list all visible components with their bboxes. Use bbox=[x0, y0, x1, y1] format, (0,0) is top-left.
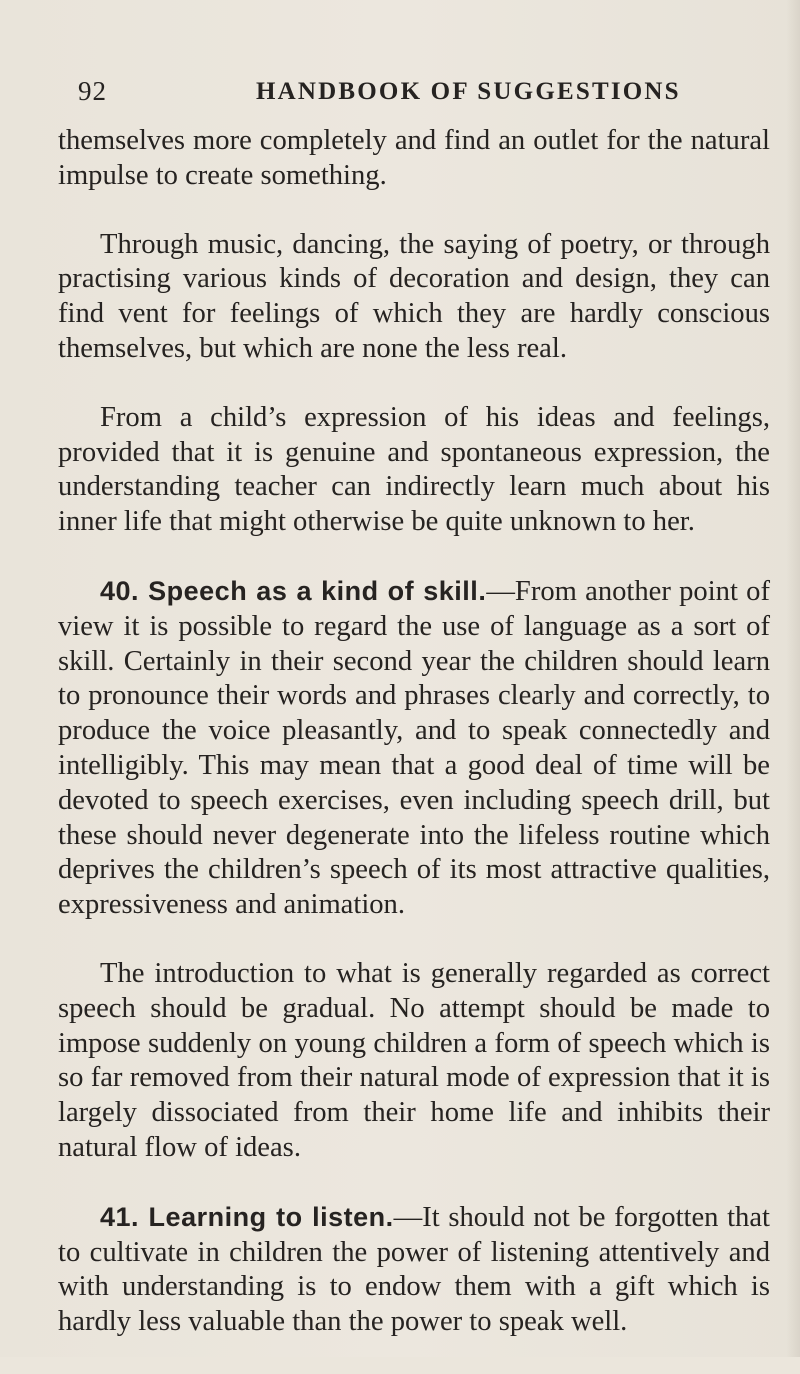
paragraph-text: —From another point of view it is possible to regard the use of language as a sort of skill. Certainly in their second year the children should learn to pronounce their words and phrases clearly and correctly, to produce the voice pleasantly, and to speak connectedly and intelligibly. This may mean that a good deal of time will be devoted to speech exercises, even including speech drill, but these should never degenerate into the lifeless routine which deprives the children’s speech of its most attractive qualities, expressiveness and animation. bbox=[58, 575, 770, 921]
paragraph-text: themselves more completely and find an outlet for the natural impulse to create something. bbox=[58, 125, 770, 191]
section-heading-41: 41. Learning to listen. bbox=[100, 1201, 394, 1232]
scan-edge-shadow bbox=[786, 0, 800, 1357]
paragraph-text: From a child’s expression of his ideas and feelings, provided that it is genuine and spontaneous expression, the understanding teacher can indirectly learn much about his inner life that might otherwise be quite unknown to her. bbox=[58, 401, 770, 538]
paragraph bbox=[58, 401, 770, 540]
paragraph-text: Through music, dancing, the saying of poetry, or through practising various kinds of decoration and design, they can find vent for feelings of which they are hardly conscious themselves, but which are none the less real. bbox=[58, 228, 770, 364]
paragraph-text: —It should not be forgotten that to cultivate in children the power of listening attentively and with understanding is to endow them with a gift which is hardly less valuable than the power to speak well. bbox=[58, 1201, 770, 1338]
section-paragraph-41 bbox=[58, 1200, 770, 1340]
running-head bbox=[78, 76, 768, 112]
running-title: HANDBOOK OF SUGGESTIONS bbox=[256, 78, 681, 105]
body-text bbox=[58, 124, 770, 1374]
paragraph bbox=[58, 957, 770, 1166]
section-heading-40: 40. Speech as a kind of skill. bbox=[100, 575, 487, 606]
paragraph bbox=[58, 228, 770, 367]
section-paragraph-40 bbox=[58, 574, 770, 923]
page-number: 92 bbox=[78, 76, 107, 106]
paragraph-continuation bbox=[58, 124, 770, 194]
paragraph-text: The introduction to what is generally regarded as correct speech should be gradual. No attempt should be made to impose suddenly on young children a form of speech which is so far removed from their natural mode of expression that it is largely dissociated from their home life and inhibits their natural flow of ideas. bbox=[58, 957, 770, 1163]
